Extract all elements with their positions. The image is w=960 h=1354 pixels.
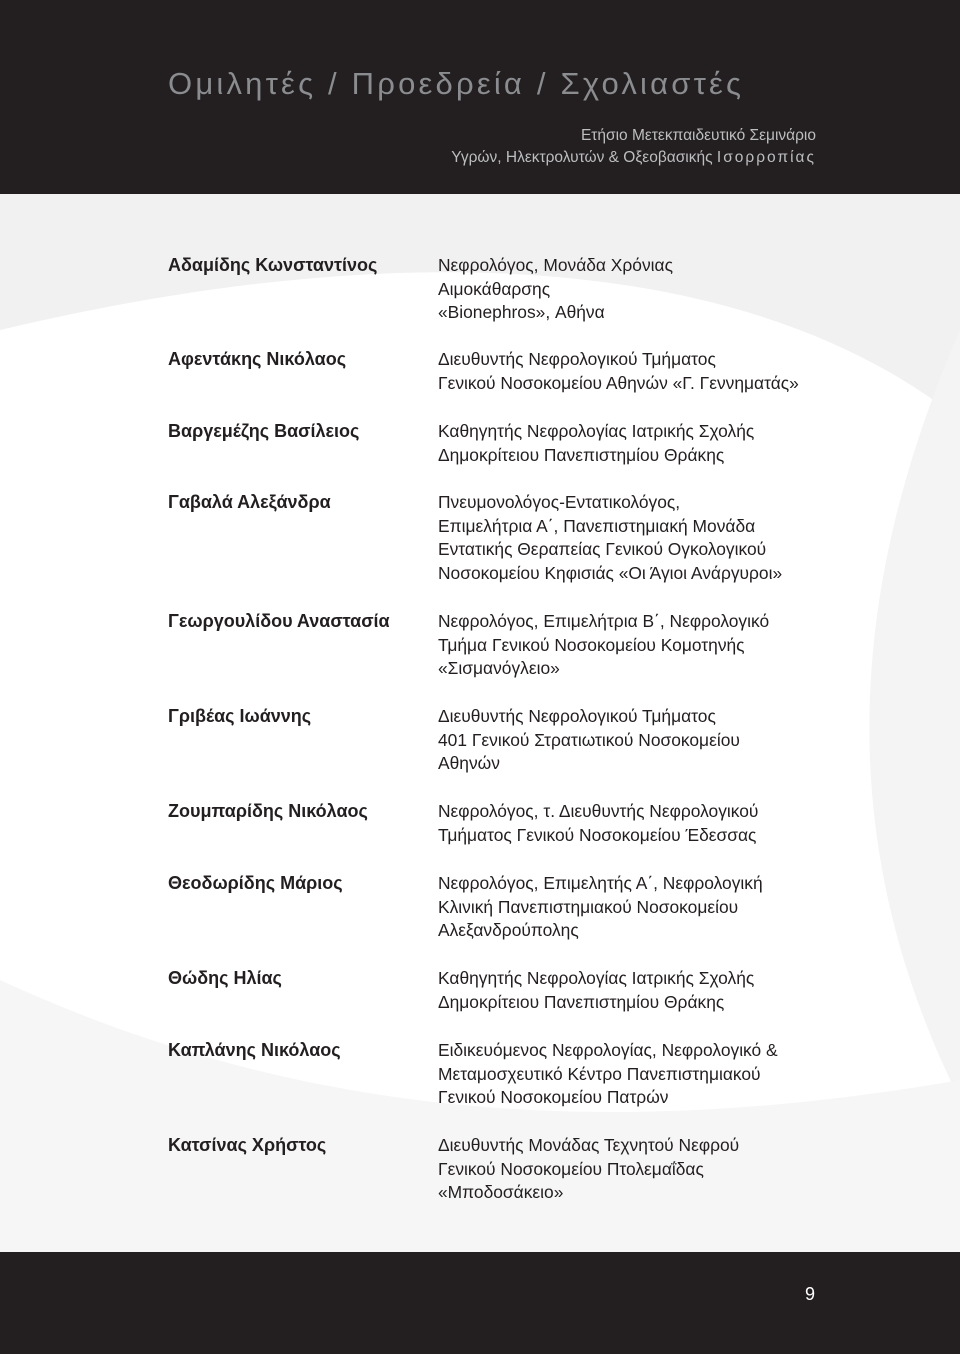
speaker-affiliation xyxy=(438,254,878,325)
speaker-affiliation xyxy=(438,705,878,776)
affiliation-line: Γενικού Νοσοκομείου Αθηνών «Γ. Γεννηματάς» xyxy=(438,372,799,393)
speaker-affiliation xyxy=(438,872,878,943)
footer-band xyxy=(0,1252,960,1354)
speaker-affiliation xyxy=(438,1134,878,1205)
speaker-name: Θεοδωρίδης Μάριος xyxy=(168,873,343,893)
affiliation-line: «Μποδοσάκειο» xyxy=(438,1182,564,1203)
subtitle-line-2-main: Υγρών, Ηλεκτρολυτών & Οξεοβασικής xyxy=(451,149,713,166)
affiliation-line: Εντατικής Θεραπείας Γενικού Ογκολογικού xyxy=(438,539,767,560)
affiliation-line: Τμήμα Γενικού Νοσοκομείου Κομοτηνής xyxy=(438,634,745,655)
speaker-affiliation xyxy=(438,800,878,847)
affiliation-line: Νεφρολόγος, Μονάδα Χρόνιας xyxy=(438,255,673,275)
affiliation-line: Αιμοκάθαρσης xyxy=(438,278,551,299)
subtitle-line-1: Ετήσιο Μετεκπαιδευτικό Σεμινάριο xyxy=(580,127,816,144)
affiliation-line: «Σισμανόγλειο» xyxy=(438,658,560,679)
affiliation-line: Διευθυντής Μονάδας Τεχνητού Νεφρού xyxy=(438,1135,740,1155)
affiliation-line: Μεταμοσχευτικό Κέντρο Πανεπιστημιακού xyxy=(438,1063,761,1084)
affiliation-line: Διευθυντής Νεφρολογικού Τμήματος xyxy=(438,706,716,726)
speaker-affiliation xyxy=(438,610,878,681)
affiliation-line: Καθηγητής Νεφρολογίας Ιατρικής Σχολής xyxy=(438,968,755,988)
speaker-affiliation xyxy=(438,420,878,467)
affiliation-line: Νοσοκομείου Κηφισιάς «Οι Άγιοι Ανάργυροι» xyxy=(438,562,783,583)
speaker-name: Γεωργουλίδου Αναστασία xyxy=(168,611,390,631)
speaker-name: Θώδης Ηλίας xyxy=(168,968,282,988)
speaker-affiliation xyxy=(438,491,878,585)
speaker-name: Καπλάνης Νικόλαος xyxy=(168,1040,341,1060)
affiliation-line: Νεφρολόγος, Επιμελητής Α΄, Νεφρολογική xyxy=(438,873,763,893)
speaker-name: Αφεντάκης Νικόλαος xyxy=(168,349,347,369)
page-title: Ομιλητές / Προεδρεία / Σχολιαστές xyxy=(168,66,745,101)
page-number: 9 xyxy=(804,1284,815,1304)
affiliation-line: Πνευμονολόγος-Εντατικολόγος, xyxy=(438,492,681,512)
affiliation-line: Τμήματος Γενικού Νοσοκομείου Έδεσσας xyxy=(438,824,757,845)
subtitle-line-2-spaced: Ισορροπίας xyxy=(716,149,816,166)
affiliation-line: Γενικού Νοσοκομείου Πατρών xyxy=(438,1087,669,1108)
affiliation-line: Καθηγητής Νεφρολογίας Ιατρικής Σχολής xyxy=(438,421,755,441)
affiliation-line: Επιμελήτρια Α΄, Πανεπιστημιακή Μονάδα xyxy=(438,515,756,536)
speaker-name: Αδαμίδης Κωνσταντίνος xyxy=(168,255,378,275)
affiliation-line: Διευθυντής Νεφρολογικού Τμήματος xyxy=(438,349,716,369)
affiliation-line: 401 Γενικού Στρατιωτικού Νοσοκομείου xyxy=(438,729,740,750)
speaker-name: Κατσίνας Χρήστος xyxy=(168,1135,327,1155)
affiliation-line: «Bionephros», Αθήνα xyxy=(438,302,605,323)
affiliation-line: Νεφρολόγος, Επιμελήτρια Β΄, Νεφρολογικό xyxy=(438,611,770,631)
affiliation-line: Νεφρολόγος, τ. Διευθυντής Νεφρολογικού xyxy=(438,801,759,821)
speaker-affiliation xyxy=(438,348,878,395)
speaker-name: Γριβέας Ιωάννης xyxy=(168,706,312,726)
affiliation-line: Ειδικευόμενος Νεφρολογίας, Νεφρολογικό & xyxy=(438,1040,778,1060)
speaker-affiliation xyxy=(438,967,878,1014)
affiliation-line: Αλεξανδρούπολης xyxy=(438,920,579,941)
affiliation-line: Κλινική Πανεπιστημιακού Νοσοκομείου xyxy=(438,896,739,917)
speaker-name: Ζουμπαρίδης Νικόλαος xyxy=(168,801,368,821)
affiliation-line: Δημοκρίτειου Πανεπιστημίου Θράκης xyxy=(438,444,725,465)
speaker-name: Βαργεμέζης Βασίλειος xyxy=(168,421,360,441)
affiliation-line: Αθηνών xyxy=(438,753,500,774)
speaker-name: Γαβαλά Αλεξάνδρα xyxy=(168,492,331,512)
affiliation-line: Δημοκρίτειου Πανεπιστημίου Θράκης xyxy=(438,991,725,1012)
affiliation-line: Γενικού Νοσοκομείου Πτολεμαΐδας xyxy=(438,1158,704,1179)
speaker-affiliation xyxy=(438,1039,878,1110)
